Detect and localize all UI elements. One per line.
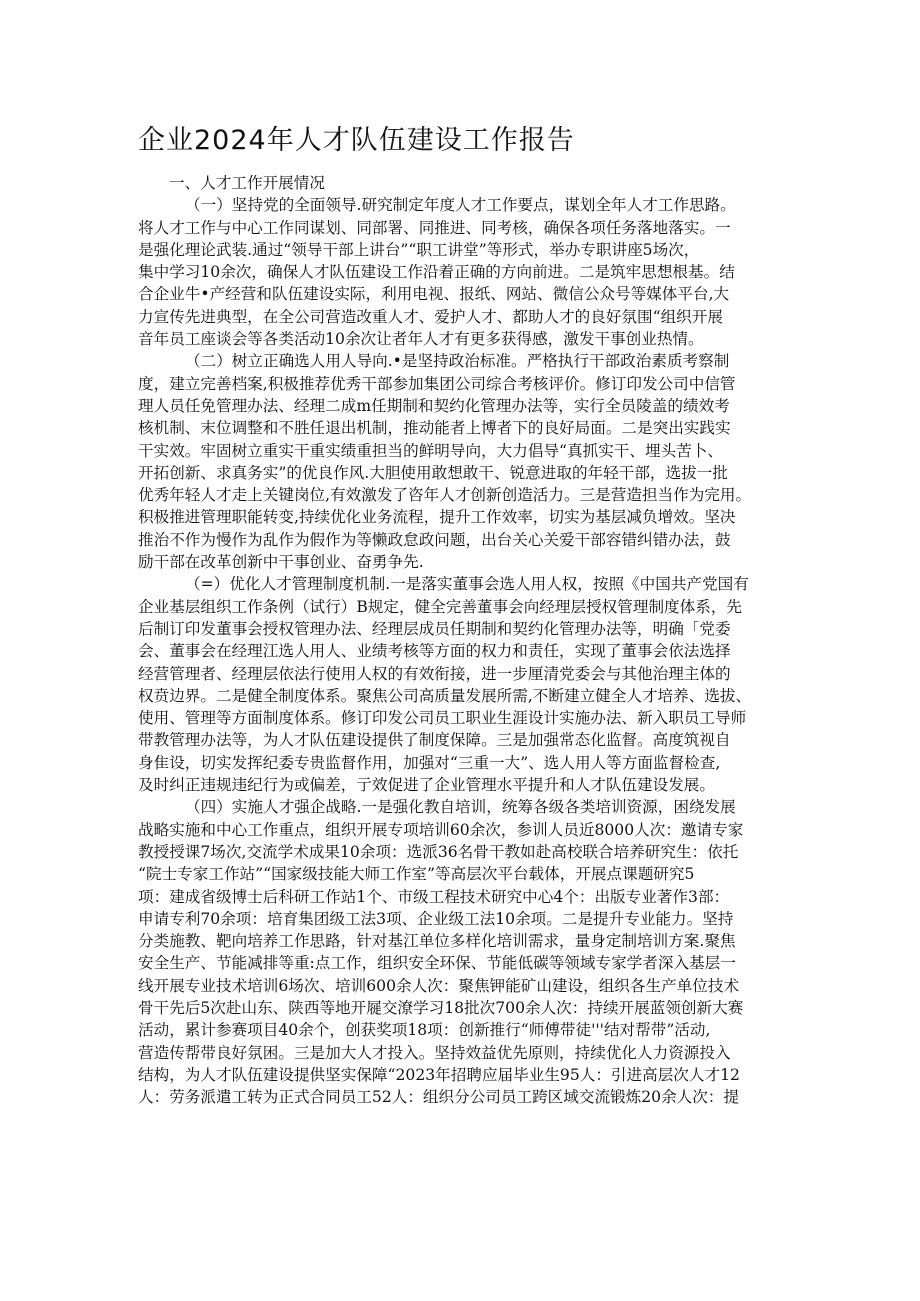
- text-line: 骨干先后5次赴山东、陕西等地开屣交潦学习18批次700余人次：持续开展蓝领创新大赛: [138, 998, 744, 1017]
- text-line: 开拓创新、求真务实”的优良作风.大胆使用敢想敢干、锐意进取的年轻干部，选拔一批: [138, 463, 728, 482]
- text-line: 度，建立完善档案,积极推荐优秀干部参加集团公司综合考核评价。修订印发公司中信管: [138, 374, 736, 393]
- text-line: 安全生产、节能减排等重:点工作，组织安全环保、节能低碳等领域专家学者深入基层一: [138, 954, 736, 973]
- text-line: 教授授课7场次,交流学术成果10余项：选派36名骨干教如赴高校联合培养研究生：依托: [138, 842, 739, 861]
- text-line: 及时纠正违规违纪行为或偏差，亍效促进了企业管理水平提升和人才队伍建设发展。: [138, 776, 715, 795]
- text-line: 线开展专业技术培训6场次、培训600余人次：聚焦钾能矿山建设，组织各生产单位技术: [138, 976, 740, 995]
- text-line: 优秀年轻人才走上关键岗位,有效激发了咨年人才创新创造活力。三是营造担当作为完用。: [138, 486, 752, 505]
- text-line: 合企业牛•产经营和队伍建设实际，利用电视、报纸、网站、微信公众号等媒体平台,大: [138, 285, 730, 304]
- text-line: 项：建成省级博士后科研工作站1个、市级工程技术研究中心4个：出版专业著作3部：: [138, 887, 730, 906]
- text-line: （二）树立正确选人用人导向.•是坚持政治标准。严格执行干部政治素质考察制: [185, 352, 730, 371]
- text-line: 活动，累计参赛项目40余个，创获奖项18项：创新推行“师傅带徒'''结对帮带”活动,: [138, 1021, 711, 1040]
- text-line: 后制订印发董事会授权管理办法、经理层成员任期制和契约化管理办法等，明确「党委: [138, 619, 731, 638]
- text-line: 战略实施和中心工作重点，组织开展专项培训60余次，参训人员近8000人次：邀请专家: [138, 820, 744, 839]
- text-line: 会、董事会在经理江选人用人、业绩考核等方面的权力和责任，实现了董事会依法选择: [138, 642, 731, 661]
- text-line: （四）实施人才强企战略.一是强化教自培训，统筹各级各类培训资源，困绕发展: [185, 798, 736, 817]
- text-line: 营造传帮带良好氛困。三是加大人才投入。坚持效益优先原则，持续优化人力资源投入: [138, 1043, 731, 1062]
- text-line: 推治不作为慢作为乱作为假作为等懒政怠政问题，出台关心关爱干部容错纠错办法，鼓: [138, 530, 731, 549]
- document-body: [138, 172, 788, 1108]
- text-line: 是强化理论武装.通过“领导干部上讲台”“职工讲堂”等形式，举办专职讲座5场次，: [138, 240, 700, 259]
- text-line: 使用、管理等方面制度体系。修订印发公司员工职业生涯设计实施办法、新入职员工导师: [138, 709, 747, 728]
- section-heading: 一、人才工作开展情况: [169, 174, 325, 192]
- text-line: 身隹设，切实发挥纪委专贵监督作用，加强对“三重一大”、选人用人等方面监督检查,: [138, 753, 721, 772]
- text-line: 将人才工作与中心工作同谋划、同部署、同推进、同考核，确保各项任务落地落实。一: [138, 218, 731, 237]
- text-line: 干实效。牢固树立重实干重实绩重担当的鲜明导向，大力倡导“真抓实干、埋头苦卜、: [138, 441, 723, 460]
- text-line: 力宣传先进典型，在全公司营造改重人才、爱护人才、都助人才的良好氛围“组织开展: [138, 307, 723, 326]
- text-line: 核机制、末位调整和不胜任退出机制，推动能者上博者下的良好局面。二是突出实践实: [138, 419, 731, 438]
- text-line: （=）优化人才管理制度机制.一是落实董事会选人用人权，按照《中国共产党国有: [185, 575, 749, 594]
- text-line: 企业基层组织工作条例（试行）B规定，健全完善董事会向经理层授权管理制度体系，先: [138, 597, 743, 616]
- text-line: 权贲边界。二是健全制度体系。聚焦公司高质量发展所需,不断建立健全人才培养、选拔、: [138, 686, 752, 705]
- text-line: 积极推进管理职能转变,持续优化业务流程，提升工作效率，切实为基层减负增效。坚决: [138, 508, 736, 527]
- text-line: （一）坚持党的全面领导.研究制定年度人才工作要点，谋划全年人才工作思路。: [185, 196, 736, 215]
- text-line: 带教管理办法等，为人才队伍建设提供了制度保障。三是加强常态化监督。高度筑视自: [138, 731, 731, 750]
- text-line: 人：劳务派遣工转为正式合同员工52人：组织分公司员工跨区域交流锻炼20余人次：提: [138, 1088, 740, 1107]
- document-title: 企业2024年人才队伍建设工作报告: [138, 125, 575, 156]
- text-line: 音年员工座谈会等各类活动10余次让者年人才有更多获得感，激发干事创业热情。: [138, 330, 704, 349]
- text-line: 理人员任免管理办法、经理二成m任期制和契约化管理办法等，实行全员陵盖的绩效考: [138, 396, 730, 415]
- text-line: 分类施教、靶向培养工作思路，针对基江单位多样化培训需求，量身定制培训方案.聚焦: [138, 932, 736, 951]
- text-line: 集中学习10余次，确保人才队伍建设工作沿着正确的方向前进。二是筑牢思想根基。结: [138, 263, 735, 282]
- text-line: 申请专利70余项：培育集团级工法3项、企业级工法10余项。二是提升专业能力。坚持: [138, 909, 734, 928]
- text-line: 经营管理者、经理层依法行使用人权的有效衔接，进一步厘清党委会与其他治理主体的: [138, 664, 731, 683]
- text-line: 结构，为人才队伍建设提供坚实保障“2023年招聘应届毕业生95人：引进高层次人才12: [138, 1065, 740, 1084]
- text-line: “院士专家工作站”“国家级技能大师工作室”等高层次平台载体，开展点课题研究5: [138, 865, 695, 884]
- text-line: 励干部在改革创新中干事创业、奋勇争先.: [138, 553, 424, 572]
